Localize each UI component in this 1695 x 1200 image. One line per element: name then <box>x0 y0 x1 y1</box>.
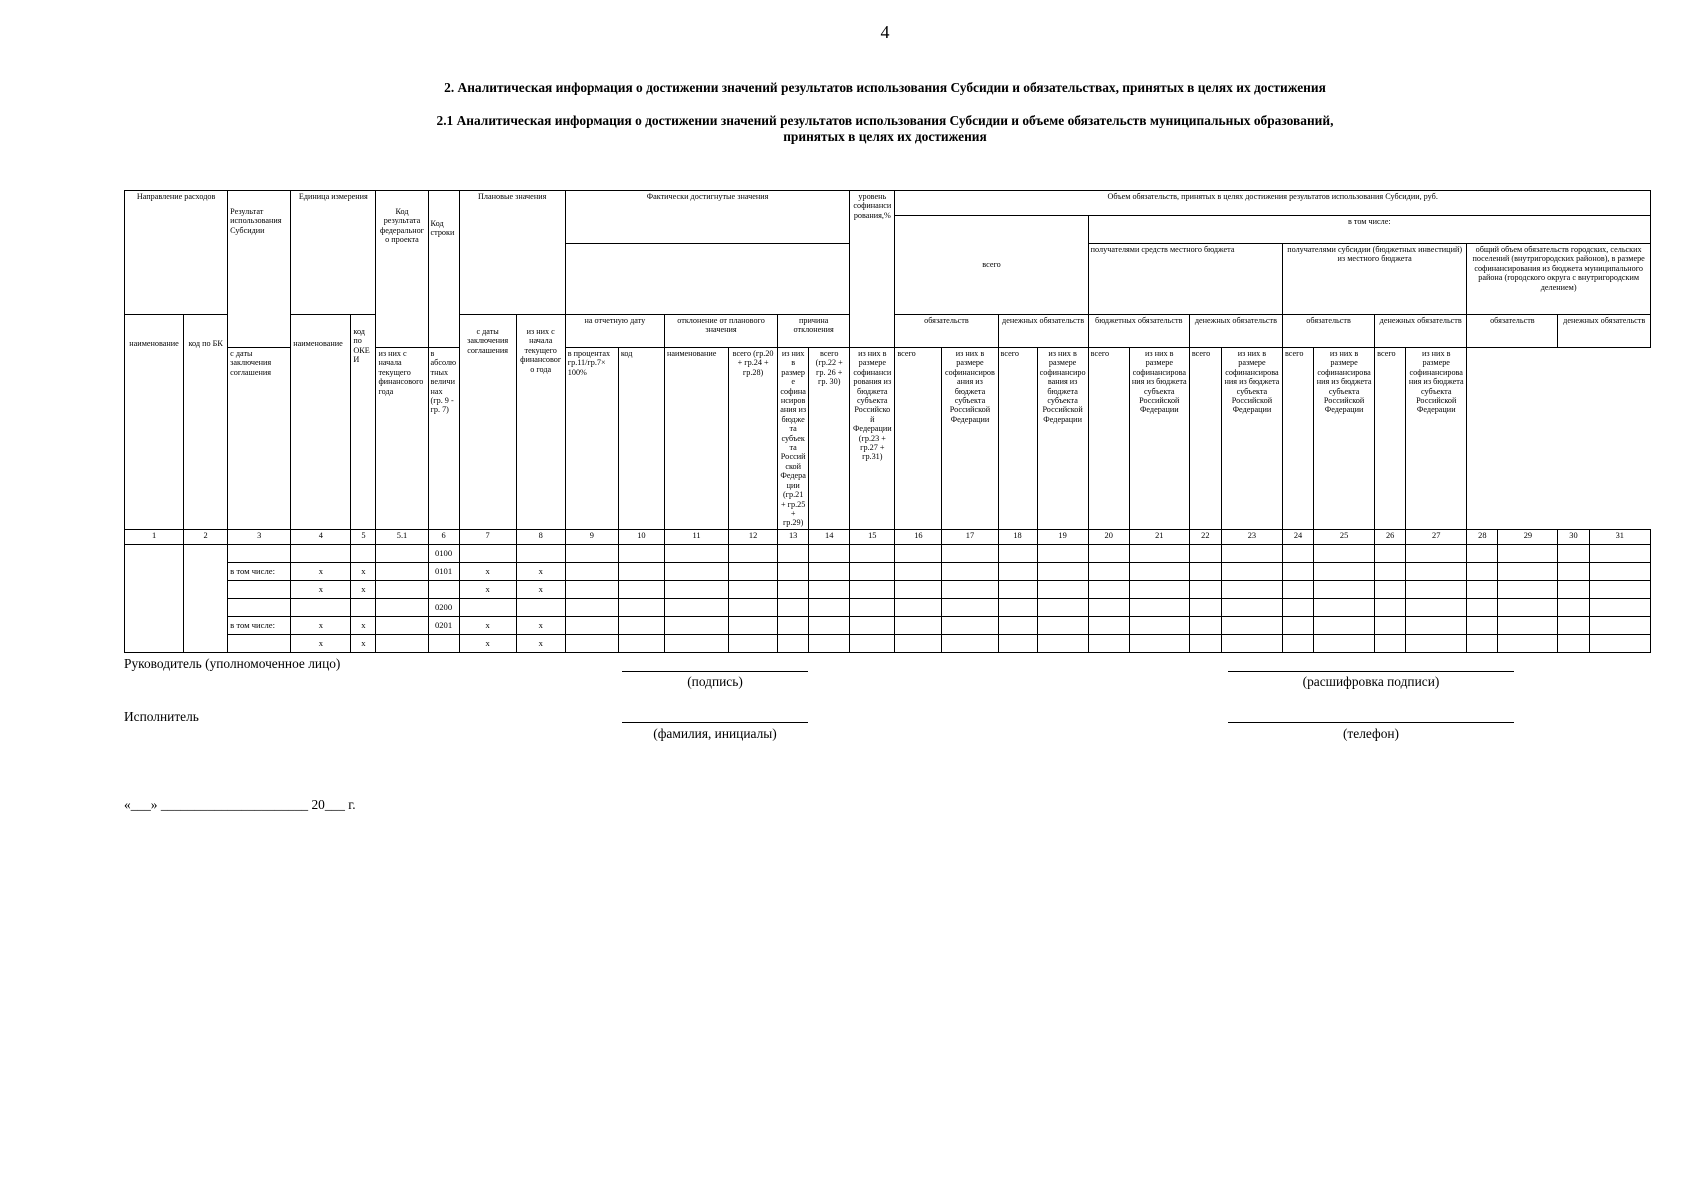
column-number: 22 <box>1189 529 1221 544</box>
table-cell <box>1498 580 1558 598</box>
table-cell <box>1467 616 1498 634</box>
header-on-date-year: из них с начала текущего финансового года <box>376 348 428 530</box>
table-cell <box>516 544 565 562</box>
table-cell <box>1375 634 1406 652</box>
analytics-table <box>124 190 1651 653</box>
column-number: 16 <box>895 529 942 544</box>
table-cell <box>618 562 664 580</box>
section-heading: 2. Аналитическая информация о достижении значений результатов использования Субсидии и обязательствах, принятых в целях их достижения <box>444 80 1326 95</box>
table-cell <box>291 598 351 616</box>
column-number: 20 <box>1088 529 1129 544</box>
header-col-19: из них в размере софинансирования из бюджета субъекта Российской Федерации (гр.23 + гр.27 + гр.31) <box>850 348 895 530</box>
table-cell <box>1129 634 1189 652</box>
table-cell <box>516 598 565 616</box>
column-number: 17 <box>942 529 998 544</box>
table-cell <box>1189 544 1221 562</box>
table-cell <box>1375 616 1406 634</box>
table-cell <box>1589 562 1651 580</box>
header-reason-code: код <box>618 348 664 530</box>
table-cell <box>729 562 778 580</box>
table-cell <box>1037 580 1088 598</box>
table-cell <box>1406 634 1467 652</box>
table-cell <box>895 598 942 616</box>
column-number: 5 <box>351 529 376 544</box>
column-number: 31 <box>1589 529 1651 544</box>
table-cell <box>998 634 1037 652</box>
table-cell <box>1129 580 1189 598</box>
table-body <box>125 544 1651 652</box>
table-cell <box>778 580 809 598</box>
decoding-caption: (расшифровка подписи) <box>1302 674 1440 689</box>
table-cell <box>895 634 942 652</box>
executor-label: Исполнитель <box>124 709 199 724</box>
table-cell <box>1406 598 1467 616</box>
table-cell <box>664 598 728 616</box>
table-cell <box>778 616 809 634</box>
head-label: Руководитель (уполномоченное лицо) <box>124 656 341 671</box>
table-cell <box>850 544 895 562</box>
table-cell <box>1189 562 1221 580</box>
table-cell <box>1189 580 1221 598</box>
column-number: 10 <box>618 529 664 544</box>
column-number: 24 <box>1282 529 1313 544</box>
table-cell <box>1467 562 1498 580</box>
header-col-29: из них в размере софинансирования из бюджета субъекта Российской Федерации <box>1314 348 1375 530</box>
table-cell <box>1037 544 1088 562</box>
date-line: «___» ______________________ 20___ г. <box>124 797 356 812</box>
sub-label: в том числе: <box>228 562 291 580</box>
table-cell <box>809 580 850 598</box>
table-row <box>125 544 1651 562</box>
header-budget-obligations: бюджетных обязательств <box>1088 315 1189 348</box>
x-cell: x <box>291 580 351 598</box>
column-number: 27 <box>1406 529 1467 544</box>
table-cell <box>1282 562 1313 580</box>
header-col-18: всего (гр.22 + гр. 26 + гр. 30) <box>809 348 850 530</box>
header-col-28: всего <box>1282 348 1313 530</box>
table-cell <box>228 580 291 598</box>
table-cell <box>351 544 376 562</box>
table-cell <box>664 562 728 580</box>
table-cell <box>1589 580 1651 598</box>
table-cell <box>1221 544 1282 562</box>
table-cell <box>1037 634 1088 652</box>
table-cell <box>1589 544 1651 562</box>
table-cell <box>1221 616 1282 634</box>
table-cell <box>1221 598 1282 616</box>
column-numbers-row <box>125 529 1651 544</box>
column-number: 1 <box>125 529 184 544</box>
subsection-heading <box>120 113 1650 145</box>
table-cell <box>618 598 664 616</box>
header-dev-abs: в абсолютных величинах (гр. 9 - гр. 7) <box>428 348 459 530</box>
table-cell <box>1558 616 1589 634</box>
phone-line <box>1228 722 1514 723</box>
header-result: Результат использования Субсидии <box>228 191 291 348</box>
table-cell <box>895 562 942 580</box>
table-cell <box>1467 634 1498 652</box>
table-cell <box>428 634 459 652</box>
table-cell <box>729 580 778 598</box>
table-cell <box>1406 544 1467 562</box>
header-col-30: всего <box>1375 348 1406 530</box>
table-cell <box>778 598 809 616</box>
table-cell <box>942 562 998 580</box>
table-cell <box>1375 562 1406 580</box>
column-number: 12 <box>729 529 778 544</box>
column-number: 15 <box>850 529 895 544</box>
subsection-heading-line-2: принятых в целях их достижения <box>783 129 987 144</box>
column-number: 26 <box>1375 529 1406 544</box>
table-cell <box>291 544 351 562</box>
header-col-27: из них в размере софинансирования из бюджета субъекта Российской Федерации <box>1221 348 1282 530</box>
x-cell: x <box>459 580 516 598</box>
x-cell: x <box>351 580 376 598</box>
table-cell <box>1406 616 1467 634</box>
header-col-16: всего (гр.20 + гр.24 + гр.28) <box>729 348 778 530</box>
table-cell <box>998 616 1037 634</box>
x-cell: x <box>291 616 351 634</box>
table-cell <box>1189 616 1221 634</box>
table-cell <box>565 544 618 562</box>
table-cell <box>664 580 728 598</box>
table-cell <box>1314 562 1375 580</box>
table-cell <box>1088 562 1129 580</box>
table-cell <box>1498 616 1558 634</box>
header-col-26: всего <box>1189 348 1221 530</box>
header-including: в том числе: <box>1088 216 1650 244</box>
table-cell <box>1129 598 1189 616</box>
table-cell <box>850 634 895 652</box>
table-cell <box>729 616 778 634</box>
table-cell <box>850 562 895 580</box>
column-number: 5.1 <box>376 529 428 544</box>
table-cell <box>376 562 428 580</box>
column-number: 23 <box>1221 529 1282 544</box>
header-col-25: из них в размере софинансирования из бюджета субъекта Российской Федерации <box>1129 348 1189 530</box>
table-cell <box>1282 544 1313 562</box>
table-cell <box>618 634 664 652</box>
table-cell <box>998 580 1037 598</box>
table-cell <box>809 616 850 634</box>
header-total: всего <box>895 216 1088 315</box>
column-number: 30 <box>1558 529 1589 544</box>
header-on-date-agreement: с даты заключения соглашения <box>228 348 291 530</box>
table-cell <box>1498 634 1558 652</box>
table-row <box>125 598 1651 616</box>
table-cell <box>376 580 428 598</box>
table-cell <box>1314 580 1375 598</box>
sub-label: в том числе: <box>228 616 291 634</box>
column-number: 2 <box>184 529 228 544</box>
table-cell <box>184 544 228 652</box>
header-col-17: из них в размере софинансирования из бюджета субъекта Российской Федерации (гр.21 + гр.25 + гр.29) <box>778 348 809 530</box>
table-cell <box>809 598 850 616</box>
header-on-reporting-date: на отчетную дату <box>565 315 664 348</box>
x-cell: x <box>291 634 351 652</box>
table-cell <box>1282 616 1313 634</box>
header-col-31: из них в размере софинансирования из бюджета субъекта Российской Федерации <box>1406 348 1467 530</box>
column-number: 29 <box>1498 529 1558 544</box>
signature-line <box>622 671 808 672</box>
column-number: 25 <box>1314 529 1375 544</box>
table-cell <box>998 598 1037 616</box>
x-cell: x <box>516 562 565 580</box>
table-cell <box>1467 544 1498 562</box>
table-cell <box>778 544 809 562</box>
table-cell <box>1221 562 1282 580</box>
table-cell <box>729 634 778 652</box>
table-cell <box>729 598 778 616</box>
column-number: 19 <box>1037 529 1088 544</box>
header-col-23: из них в размере софинансирования из бюджета субъекта Российской Федерации <box>1037 348 1088 530</box>
table-cell <box>1129 562 1189 580</box>
table-cell <box>998 544 1037 562</box>
table-cell <box>565 562 618 580</box>
table-cell <box>565 616 618 634</box>
table-cell <box>1589 634 1651 652</box>
row-code: 0101 <box>428 562 459 580</box>
header-unit: Единица измерения <box>291 191 376 315</box>
table-row <box>125 616 1651 634</box>
column-number: 6 <box>428 529 459 544</box>
table-cell <box>778 634 809 652</box>
table-cell <box>1221 580 1282 598</box>
table-cell <box>125 544 184 652</box>
table-cell <box>376 598 428 616</box>
table-cell <box>228 634 291 652</box>
header-direction-name: наименование <box>125 315 184 530</box>
table-cell <box>1498 598 1558 616</box>
table-cell <box>1498 562 1558 580</box>
table-cell <box>618 580 664 598</box>
table-cell <box>942 544 998 562</box>
header-reason: причина отклонения <box>778 315 850 348</box>
header-from-year-start: из них с начала текущего финансового года <box>516 315 565 530</box>
table-cell <box>376 544 428 562</box>
header-money-obligations-2: денежных обязательств <box>1189 315 1282 348</box>
header-settlements: общий объем обязательств городских, сельских поселений (внутригородских районов), в размере софинансирования из бюджета муниципального района (городского округа с внутригородским делением) <box>1467 244 1651 315</box>
table-cell <box>1589 598 1651 616</box>
table-cell <box>1558 562 1589 580</box>
row-code: 0100 <box>428 544 459 562</box>
table-cell <box>1314 598 1375 616</box>
header-actual: Фактически достигнутые значения <box>565 191 850 244</box>
header-obligations-3: обязательств <box>1467 315 1558 348</box>
table-cell <box>778 562 809 580</box>
row-code: 0201 <box>428 616 459 634</box>
column-number: 4 <box>291 529 351 544</box>
column-number: 28 <box>1467 529 1498 544</box>
page-number: 4 <box>880 22 890 42</box>
header-unit-name: наименование <box>291 315 351 530</box>
table-cell <box>850 598 895 616</box>
subsection-heading-line-1: 2.1 Аналитическая информация о достижении значений результатов использования Субсидии и объеме обязательств муниципальных образований, <box>436 113 1334 128</box>
header-cofin-level: уровень софинансирования,% <box>850 191 895 348</box>
table-cell <box>1558 580 1589 598</box>
table-cell <box>1088 616 1129 634</box>
table-cell <box>565 634 618 652</box>
header-from-agreement: с даты заключения соглашения <box>459 315 516 530</box>
header-local-recipients: получателями средств местного бюджета <box>1088 244 1282 315</box>
table-cell <box>942 598 998 616</box>
header-col-22: всего <box>998 348 1037 530</box>
x-cell: x <box>291 562 351 580</box>
decoding-line <box>1228 671 1514 672</box>
table-cell <box>459 598 516 616</box>
table-cell <box>1375 598 1406 616</box>
header-row-code: Код строки <box>428 191 459 348</box>
header-money-obligations: денежных обязательств <box>998 315 1088 348</box>
table-cell <box>1558 544 1589 562</box>
x-cell: x <box>516 580 565 598</box>
table-cell <box>809 544 850 562</box>
table-cell <box>664 616 728 634</box>
header-money-obligations-4: денежных обязательств <box>1558 315 1651 348</box>
x-cell: x <box>351 562 376 580</box>
table-cell <box>1406 562 1467 580</box>
table-cell <box>664 634 728 652</box>
header-obligations: обязательств <box>895 315 998 348</box>
table-cell <box>895 580 942 598</box>
x-cell: x <box>459 634 516 652</box>
column-number: 9 <box>565 529 618 544</box>
table-cell <box>1314 544 1375 562</box>
x-cell: x <box>351 616 376 634</box>
table-row <box>125 634 1651 652</box>
column-number: 13 <box>778 529 809 544</box>
header-obligations-2: обязательств <box>1282 315 1374 348</box>
table-cell <box>228 544 291 562</box>
table-cell <box>1088 634 1129 652</box>
table-cell <box>1037 598 1088 616</box>
column-number: 8 <box>516 529 565 544</box>
table-cell <box>664 544 728 562</box>
table-cell <box>1375 544 1406 562</box>
table-cell <box>942 616 998 634</box>
table-cell <box>459 544 516 562</box>
header-col-20: всего <box>895 348 942 530</box>
table-cell <box>1282 580 1313 598</box>
table-cell <box>1282 634 1313 652</box>
table-cell <box>228 598 291 616</box>
x-cell: x <box>516 634 565 652</box>
header-invest-recipients: получателями субсидии (бюджетных инвестиций) из местного бюджета <box>1282 244 1466 315</box>
header-deviation: отклонение от планового значения <box>664 315 777 348</box>
table-cell <box>1314 634 1375 652</box>
table-cell <box>850 580 895 598</box>
table-cell <box>1558 598 1589 616</box>
table-cell <box>895 544 942 562</box>
table-cell <box>1221 634 1282 652</box>
table-cell <box>1314 616 1375 634</box>
table-cell <box>376 616 428 634</box>
name-caption: (фамилия, инициалы) <box>653 726 777 741</box>
table-cell <box>850 616 895 634</box>
table-row <box>125 580 1651 598</box>
table-cell <box>1088 580 1129 598</box>
table-cell <box>1189 598 1221 616</box>
table-cell <box>1037 562 1088 580</box>
table-cell <box>428 580 459 598</box>
table-cell <box>1129 544 1189 562</box>
table-cell <box>1375 580 1406 598</box>
table-cell <box>1467 580 1498 598</box>
header-fed-code: Код результата федерального проекта <box>376 191 428 348</box>
header-planned: Плановые значения <box>459 191 565 315</box>
header-money-obligations-3: денежных обязательств <box>1375 315 1467 348</box>
column-number: 3 <box>228 529 291 544</box>
header-col-24: всего <box>1088 348 1129 530</box>
column-number: 7 <box>459 529 516 544</box>
header-actual-spacer <box>565 244 850 315</box>
column-number: 21 <box>1129 529 1189 544</box>
name-line <box>622 722 808 723</box>
table-cell <box>376 634 428 652</box>
table-cell <box>942 580 998 598</box>
header-bk-code: код по БК <box>184 315 228 530</box>
header-okei: код по ОКЕИ <box>351 315 376 530</box>
table-cell <box>1088 544 1129 562</box>
table-cell <box>729 544 778 562</box>
table-cell <box>565 598 618 616</box>
table-cell <box>809 562 850 580</box>
table-cell <box>1467 598 1498 616</box>
x-cell: x <box>459 616 516 634</box>
table-cell <box>1189 634 1221 652</box>
x-cell: x <box>351 634 376 652</box>
x-cell: x <box>516 616 565 634</box>
table-cell <box>1282 598 1313 616</box>
table-cell <box>1589 616 1651 634</box>
header-reason-name: наименование <box>664 348 728 530</box>
table-cell <box>895 616 942 634</box>
row-code: 0200 <box>428 598 459 616</box>
table-cell <box>618 616 664 634</box>
table-cell <box>1558 634 1589 652</box>
table-cell <box>1129 616 1189 634</box>
table-cell <box>1037 616 1088 634</box>
table-cell <box>351 598 376 616</box>
table-cell <box>1088 598 1129 616</box>
table-cell <box>942 634 998 652</box>
column-number: 11 <box>664 529 728 544</box>
header-dev-pct: в процентах гр.11/гр.7× 100% <box>565 348 618 530</box>
column-number: 18 <box>998 529 1037 544</box>
table-cell <box>565 580 618 598</box>
signature-caption: (подпись) <box>687 674 743 689</box>
table-cell <box>1406 580 1467 598</box>
x-cell: x <box>459 562 516 580</box>
table-cell <box>618 544 664 562</box>
table-cell <box>809 634 850 652</box>
header-volume: Объем обязательств, принятых в целях достижения результатов использования Субсидии, руб. <box>895 191 1651 216</box>
header-direction: Направление расходов <box>125 191 228 315</box>
table-cell <box>1498 544 1558 562</box>
header-col-21: из них в размере софинансирования из бюджета субъекта Российской Федерации <box>942 348 998 530</box>
column-number: 14 <box>809 529 850 544</box>
phone-caption: (телефон) <box>1342 726 1400 741</box>
table-cell <box>998 562 1037 580</box>
table-row <box>125 562 1651 580</box>
